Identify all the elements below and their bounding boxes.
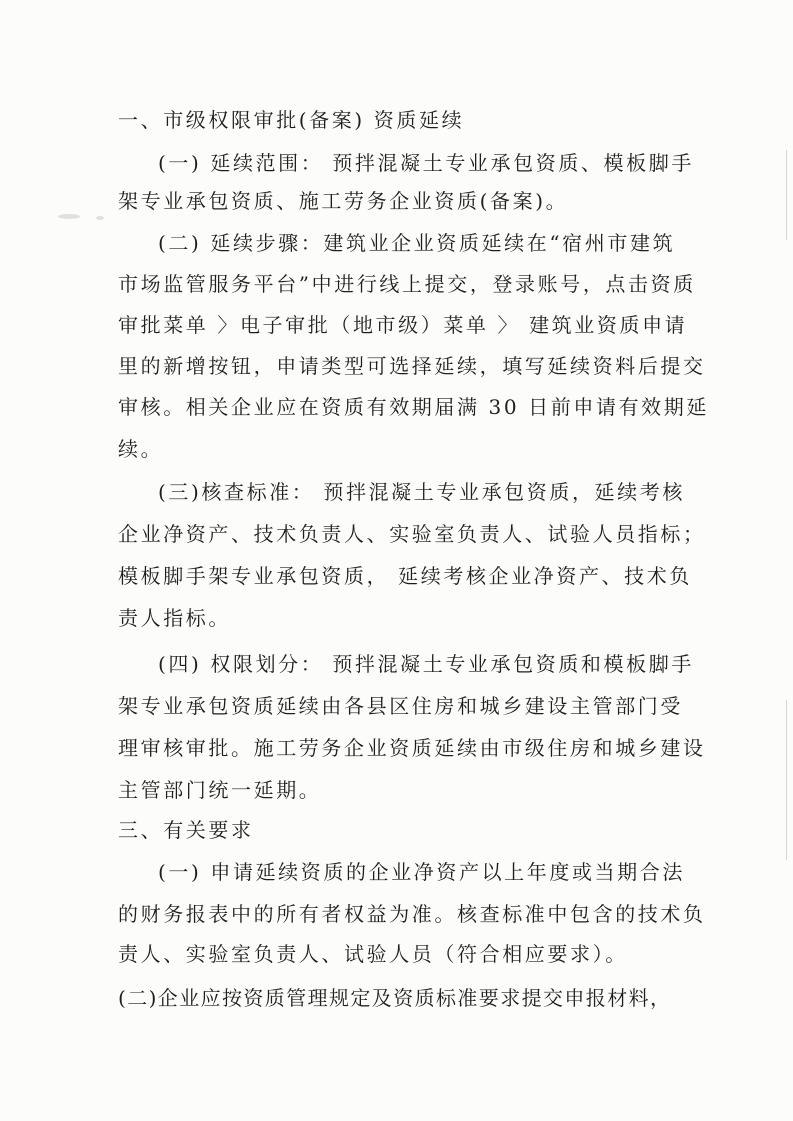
scan-smudge — [96, 216, 104, 220]
paragraph-line: 责人指标。 — [118, 606, 231, 630]
paragraph-line: 市场监管服务平台”中进行线上提交，登录账号，点击资质 — [118, 272, 696, 296]
paragraph-line: 架专业承包资质延续由各县区住房和城乡建设主管部门受 — [118, 694, 683, 718]
paragraph-line: (一) 申请延续资质的企业净资产以上年度或当期合法 — [158, 860, 685, 884]
scan-edge-mark — [786, 150, 787, 240]
paragraph-line: (四) 权限划分： 预拌混凝土专业承包资质和模板脚手 — [158, 652, 694, 676]
paragraph-line: (二) 延续步骤：建筑业企业资质延续在“宿州市建筑 — [158, 231, 676, 255]
paragraph-line: 续。 — [118, 437, 164, 461]
paragraph-line: 主管部门统一延期。 — [118, 778, 322, 802]
section-heading: 一、市级权限审批(备案) 资质延续 — [118, 108, 465, 132]
paragraph-line: (一) 延续范围： 预拌混凝土专业承包资质、模板脚手 — [158, 151, 694, 175]
paragraph-line: 企业净资产、技术负责人、实验室负责人、试验人员指标； — [118, 522, 706, 546]
paragraph-line: 审批菜单 〉电子审批（地市级）菜单 〉 建筑业资质申请 — [118, 313, 688, 337]
paragraph-line: 理审核审批。施工劳务企业资质延续由市级住房和城乡建设 — [118, 736, 706, 760]
paragraph-line: (三)核查标准： 预拌混凝土专业承包资质，延续考核 — [158, 480, 685, 504]
paragraph-line: 审核。相关企业应在资质有效期届满 30 日前申请有效期延 — [118, 395, 709, 419]
section-heading: 三、有关要求 — [118, 818, 254, 842]
paragraph-line: 责人、实验室负责人、试验人员（符合相应要求）。 — [118, 942, 628, 966]
paragraph-line: 里的新增按钮，申请类型可选择延续，填写延续资料后提交 — [118, 354, 706, 378]
paragraph-line: 的财务报表中的所有者权益为准。核查标准中包含的技术负 — [118, 902, 706, 926]
scan-edge-mark — [786, 700, 787, 860]
paragraph-line: 模板脚手架专业承包资质， 延续考核企业净资产、技术负 — [118, 564, 692, 588]
scan-smudge — [58, 214, 80, 219]
paragraph-line: (二)企业应按资质管理规定及资质标准要求提交申报材料， — [118, 986, 672, 1010]
paragraph-line: 架专业承包资质、施工劳务企业资质(备案)。 — [118, 189, 569, 213]
